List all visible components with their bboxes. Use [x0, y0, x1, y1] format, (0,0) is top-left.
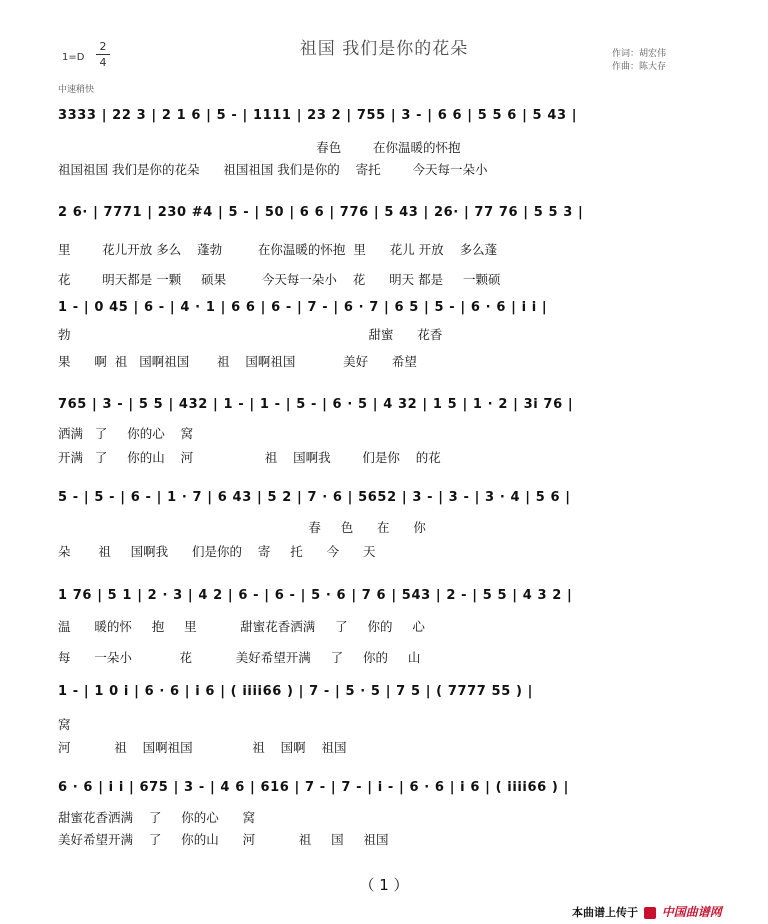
footer-text: 本曲谱上传于: [572, 906, 638, 919]
notation-row-6: 1 76 | 5 1 | 2 · 3 | 4 2 | 6 - | 6 - | 5 · 6 | 7 6 | 543 | 2 - | 5 5 | 4 3 2 |: [58, 588, 573, 603]
lyric-row-7-verse-1: 窝: [58, 717, 71, 732]
meter-divider: [96, 54, 110, 55]
lyric-row-5-verse-2: 朵 祖 国啊我 们是你的 寄 托 今 天: [58, 544, 376, 559]
key-signature: 1=D: [62, 52, 85, 63]
notation-row-3: 1 - | 0 45 | 6 - | 4 · 1 | 6 6 | 6 - | 7 - | 6 · 7 | 6 5 | 5 - | 6 · 6 | i i |: [58, 300, 548, 315]
lyric-row-5-verse-1: 春 色 在 你: [58, 520, 426, 535]
time-signature: [96, 40, 110, 69]
lyric-row-1-verse-2: 祖国祖国 我们是你的花朵 祖国祖国 我们是你的 寄托 今天每一朵小: [58, 162, 488, 177]
notation-row-4: 765 | 3 - | 5 5 | 432 | 1 - | 1 - | 5 - | 6 · 5 | 4 32 | 1 5 | 1 · 2 | 3i 76 |: [58, 397, 574, 412]
lyric-row-6-verse-1: 温 暖的怀 抱 里 甜蜜花香洒满 了 你的 心: [58, 619, 425, 634]
lyric-row-3-verse-2: 果 啊 祖 国啊祖国 祖 国啊祖国 美好 希望: [58, 354, 417, 369]
lyric-row-4-verse-2: 开满 了 你的山 河 祖 国啊我 们是你 的花: [58, 450, 441, 465]
notation-row-2: 2 6· | 7771 | 230 #4 | 5 - | 50 | 6 6 | 776 | 5 43 | 26· | 77 76 | 5 5 3 |: [58, 205, 584, 220]
footer-credit: [572, 903, 722, 920]
meter-top: 2: [99, 40, 107, 53]
credits: [612, 48, 666, 74]
notation-row-5: 5 - | 5 - | 6 - | 1 · 7 | 6 43 | 5 2 | 7 · 6 | 5652 | 3 - | 3 - | 3 · 4 | 5 6 |: [58, 490, 571, 505]
lyric-row-2-verse-1: 里 花儿开放 多么 蓬勃 在你温暖的怀抱 里 花儿 开放 多么蓬: [58, 242, 498, 257]
lyric-row-6-verse-2: 每 一朵小 花 美好希望开满 了 你的 山: [58, 650, 421, 665]
lyric-row-4-verse-1: 洒满 了 你的心 窝: [58, 426, 194, 441]
site-brand-link[interactable]: 中国曲谱网: [661, 905, 722, 919]
tempo-marking: 中速稍快: [58, 85, 95, 95]
site-logo-icon: [644, 907, 656, 919]
lyricist-credit: 作词：胡宏伟: [612, 49, 667, 59]
page-title: 祖国 我们是你的花朵: [299, 39, 469, 59]
notation-row-1: 3333 | 22 3 | 2 1 6 | 5 - | 1111 | 23 2 | 755 | 3 - | 6 6 | 5 5 6 | 5 43 |: [58, 108, 578, 123]
notation-row-8: 6 · 6 | i i | 675 | 3 - | 4 6 | 616 | 7 - | 7 - | i - | 6 · 6 | i 6 | ( iiii66 ) |: [58, 780, 569, 795]
lyric-row-3-verse-1: 勃 甜蜜 花香: [58, 327, 443, 342]
lyric-row-7-verse-2: 河 祖 国啊祖国 祖 国啊 祖国: [58, 740, 347, 755]
composer-credit: 作曲：陈大存: [612, 62, 667, 72]
lyric-row-8-verse-1: 甜蜜花香洒满 了 你的心 窝: [58, 810, 256, 825]
meter-bottom: 4: [99, 56, 107, 69]
lyric-row-2-verse-2: 花 明天都是 一颗 硕果 今天每一朵小 花 明天 都是 一颗硕: [58, 272, 501, 287]
lyric-row-1-verse-1: 春色 在你温暖的怀抱: [58, 140, 461, 155]
notation-row-7: 1 - | 1 0 i | 6 · 6 | i 6 | ( iiii66 ) | 7 - | 5 · 5 | 7 5 | ( 7777 55 ) |: [58, 684, 533, 699]
lyric-row-8-verse-2: 美好希望开满 了 你的山 河 祖 国 祖国: [58, 832, 389, 847]
page-number: （ 1 ）: [359, 876, 409, 894]
